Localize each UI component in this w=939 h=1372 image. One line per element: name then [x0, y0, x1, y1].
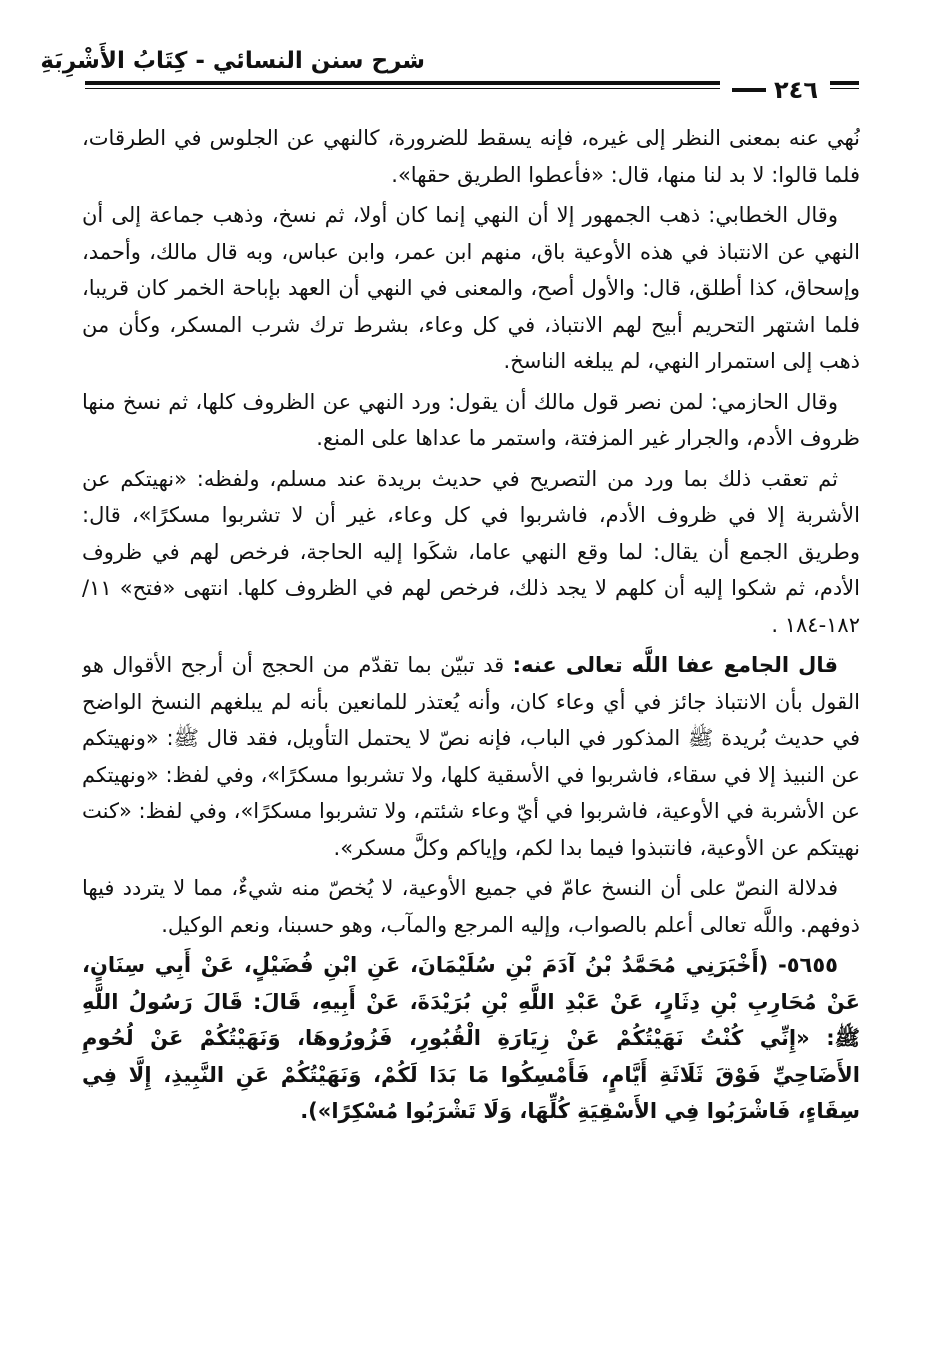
- hadith-5655: [82, 947, 860, 1130]
- page-body: [82, 120, 860, 1360]
- paragraph-khattabi: [82, 197, 860, 380]
- paragraph-conclusion: [82, 870, 860, 943]
- running-header-title: شرح سنن النسائي - كِتَابُ الأَشْرِبَةِ: [40, 48, 425, 74]
- paragraph-text: ثم تعقب ذلك بما ورد من التصريح في حديث بريدة عند مسلم، ولفظه: «نهيتكم عن الأشربة إلا في ظروف الأدم، فاشربوا في كل وعاء، غير أن لا تشربوا مسكرًا»، قال: وطريق الجمع أن يقال: لما وقع النهي عاما، شكَوا إليه الحاجة، فرخص لهم في ظروف الأدم، ثم شكوا إليه أن كلهم لا يجد ذلك، فرخص لهم في الظروف كلها. انتهى «فتح» ١١/ ١٨٢-١٨٤ .: [82, 466, 860, 637]
- paragraph-compiler-note: [82, 647, 860, 866]
- hadith-text: ٥٦٥٥- (أَخْبَرَنِي مُحَمَّدُ بْنُ آدَمَ بْنِ سُلَيْمَانَ، عَنِ ابْنِ فُضَيْلٍ، عَنْ أَبِي سِنَانٍ، عَنْ مُحَارِبِ بْنِ دِثَارٍ، عَنْ عَبْدِ اللَّهِ بْنِ بُرَيْدَةَ، عَنْ أَبِيهِ، قَالَ: قَالَ رَسُولُ اللَّهِ ﷺ: «إِنِّي كُنْتُ نَهَيْتُكُمْ عَنْ زِيَارَةِ الْقُبُورِ، فَزُورُوهَا، وَنَهَيْتُكُمْ عَنْ لُحُومِ الأَضَاحِيِّ فَوْقَ ثَلَاثَةِ أَيَّامٍ، فَأَمْسِكُوا مَا بَدَا لَكُمْ، وَنَهَيْتُكُمْ عَنِ النَّبِيذِ، إِلَّا فِي سِقَاءٍ، فَاشْرَبُوا فِي الأَسْقِيَةِ كُلِّهَا، وَلَا تَشْرَبُوا مُسْكِرًا»).: [82, 953, 860, 1123]
- paragraph-hazimi: [82, 384, 860, 457]
- page-number-block: [720, 70, 830, 110]
- paragraph-continuation: [82, 120, 860, 193]
- page-number: ٢٤٦: [774, 76, 818, 104]
- paragraph-text: نُهي عنه بمعنى النظر إلى غيره، فإنه يسقط للضرورة، كالنهي عن الجلوس في الطرقات، فلما قالوا: لا بد لنا منها، قال: «فأعطوا الطريق حقها».: [82, 126, 860, 187]
- paragraph-text: قد تبيّن بما تقدّم من الحجج أن أرجح الأقوال هو القول بأن الانتباذ جائز في أي وعاء كان، وأنه يُعتذر للمانعين بأنه لم يبلغهم النسخ الواضح في حديث بُريدة ﷺ المذكور في الباب، فإنه نصّ لا يحتمل التأويل، فقد قال ﷺ: «ونهيتكم عن النبيذ إلا في سقاء، فاشربوا في الأسقية كلها، ولا تشربوا مسكرًا»، وفي لفظ: «ونهيتكم عن الأشربة في الأوعية، فاشربوا في أيّ وعاء شئتم، ولا تشربوا مسكرًا»، وفي لفظ: «كنت نهيتكم عن الأوعية، فانتبذوا فيما بدا لكم، وإياكم وكلَّ مسكر».: [82, 653, 860, 860]
- paragraph-muslim-buraida: [82, 461, 860, 644]
- page-number-left-dash: [732, 88, 766, 92]
- paragraph-text: وقال الحازمي: لمن نصر قول مالك أن يقول: ورد النهي عن الظروف كلها، ثم نسخ منها ظروف الأدم، والجرار غير المزفتة، واستمر ما عداها على المنع.: [82, 389, 860, 450]
- paragraph-text: وقال الخطابي: ذهب الجمهور إلا أن النهي إنما كان أولا، ثم نسخ، وذهب جماعة إلى أن النهي عن الانتباذ في هذه الأوعية باق، منهم ابن عمر، وابن عباس، وبه قال مالك، وأحمد، وإسحاق، كذا أطلق، قال: والأول أصح، والمعنى في النهي أن العهد بإباحة الخمر كان قريبا، فلما اشتهر التحريم أبيح لهم الانتباذ، في كل وعاء، بشرط ترك شرب المسكر، وكأن من ذهب إلى استمرار النهي، لم يبلغه الناسخ.: [82, 203, 860, 373]
- paragraph-lead: قال الجامع عفا اللَّه تعالى عنه:: [512, 653, 839, 677]
- paragraph-text: فدلالة النصّ على أن النسخ عامّ في جميع الأوعية، لا يُخصّ منه شيءٌ، مما لا يتردد فيها ذوفهم. واللَّه تعالى أعلم بالصواب، وإليه المرجع والمآب، وهو حسبنا، ونعم الوكيل.: [82, 876, 860, 937]
